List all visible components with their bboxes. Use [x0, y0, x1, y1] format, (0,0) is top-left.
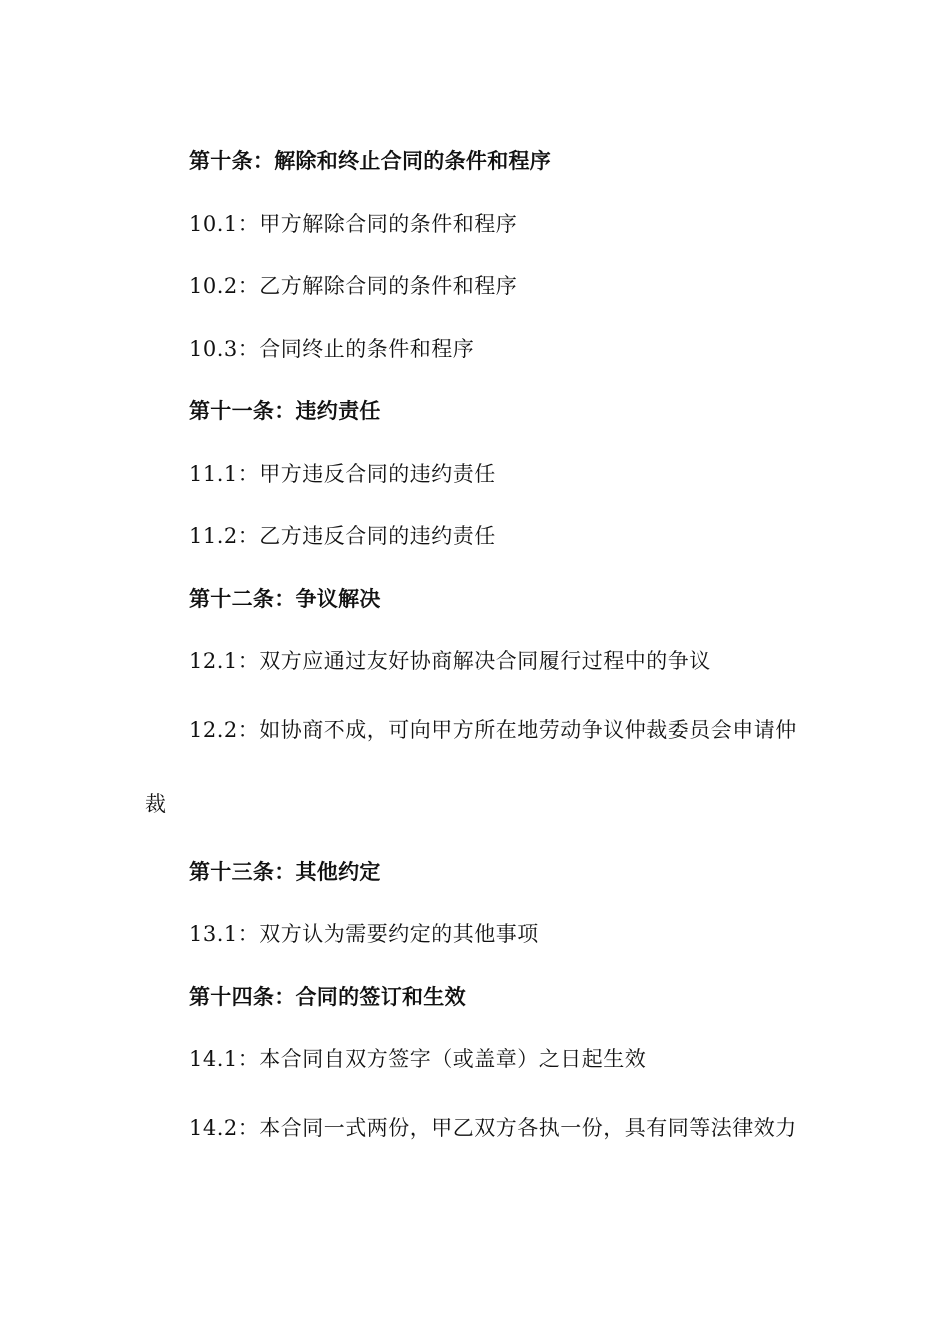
clause-13-1: 13.1：双方认为需要约定的其他事项 — [189, 922, 539, 946]
clause-14-1: 14.1：本合同自双方签字（或盖章）之日起生效 — [189, 1047, 647, 1071]
document-body — [145, 130, 811, 1165]
clause-12-1: 12.1：双方应通过友好协商解决合同履行过程中的争议 — [189, 649, 711, 673]
clause-10-3: 10.3：合同终止的条件和程序 — [189, 336, 475, 361]
section-heading-14: 第十四条：合同的签订和生效 — [189, 984, 466, 1009]
clause-11-1: 11.1：甲方违反合同的违约责任 — [189, 461, 496, 486]
clause-11-2: 11.2：乙方违反合同的违约责任 — [189, 524, 496, 548]
section-heading-12: 第十二条：争议解决 — [189, 586, 381, 611]
section-heading-11: 第十一条：违约责任 — [189, 399, 381, 423]
clause-10-1: 10.1：甲方解除合同的条件和程序 — [189, 211, 518, 236]
section-heading-13: 第十三条：其他约定 — [189, 859, 381, 884]
clause-14-2: 14.2：本合同一式两份，甲乙双方各执一份，具有同等法律效力 — [189, 1115, 797, 1140]
clause-10-2: 10.2：乙方解除合同的条件和程序 — [189, 274, 518, 298]
clause-12-2: 12.2：如协商不成，可向甲方所在地劳动争议仲裁委员会申请仲裁 — [145, 717, 797, 816]
section-heading-10: 第十条：解除和终止合同的条件和程序 — [189, 149, 552, 173]
